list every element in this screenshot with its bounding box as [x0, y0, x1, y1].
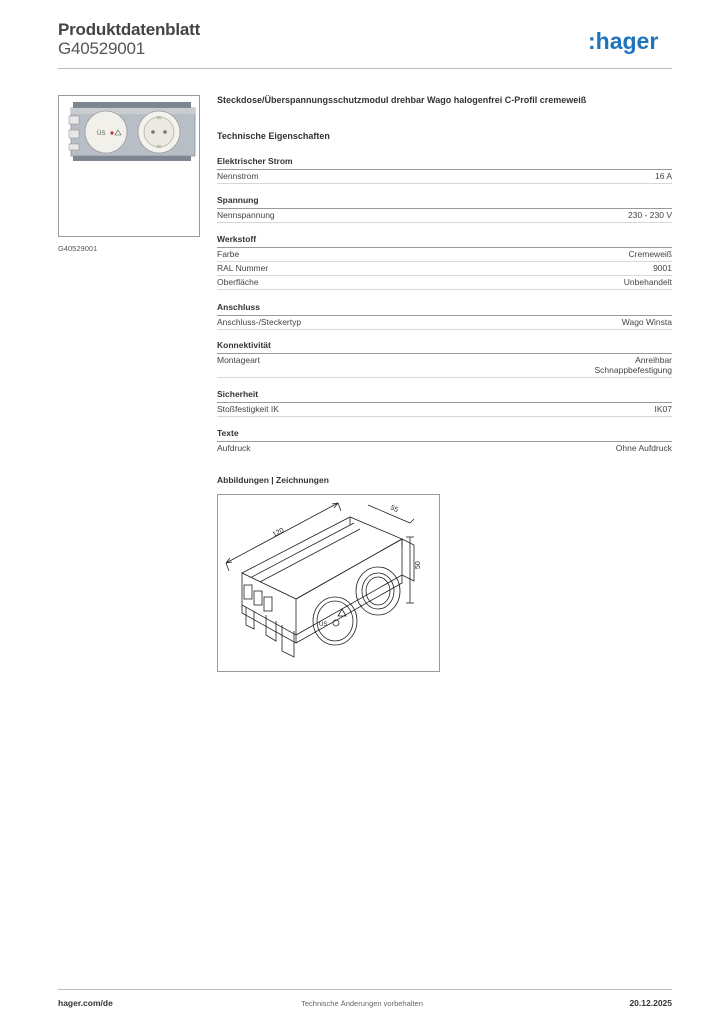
spec-value: IK07 — [654, 404, 672, 414]
footer-date: 20.12.2025 — [629, 998, 672, 1008]
group-title: Elektrischer Strom — [217, 156, 672, 170]
dimension-height: 50 — [415, 561, 422, 569]
spec-row — [217, 276, 672, 290]
spec-value: Wago Winsta — [621, 317, 672, 327]
spec-value: Ohne Aufdruck — [615, 443, 672, 453]
photo-module-mark: ÜS — [97, 131, 106, 137]
spec-label: Anschluss-/Steckertyp — [217, 317, 302, 327]
spec-row — [217, 354, 672, 378]
footer-website[interactable]: hager.com/de — [58, 998, 113, 1008]
document-header — [58, 20, 672, 68]
spec-row — [217, 262, 672, 276]
document-title: Produktdatenblatt — [58, 20, 201, 39]
spec-value: Cremeweiß — [628, 249, 672, 259]
spec-label: Aufdruck — [217, 443, 251, 453]
spec-row — [217, 209, 672, 223]
technical-drawing-image — [218, 495, 439, 671]
header-divider — [58, 68, 672, 69]
spec-row — [217, 442, 672, 455]
spec-value: 230 - 230 V — [628, 210, 672, 220]
footer-divider — [58, 989, 672, 990]
drawing-module-mark: ÜS — [319, 622, 328, 628]
group-title: Sicherheit — [217, 389, 672, 403]
product-photo-image — [59, 96, 199, 236]
spec-label: Nennstrom — [217, 171, 259, 181]
spec-label: Montageart — [217, 355, 260, 365]
spec-value: 9001 — [653, 263, 672, 273]
spec-value-line-2: Schnappbefestigung — [594, 365, 672, 375]
dimension-length: 120 — [271, 527, 286, 539]
technical-drawing — [217, 494, 440, 672]
group-title: Spannung — [217, 195, 672, 209]
hager-logo — [588, 29, 672, 57]
product-title: Steckdose/Überspannungsschutzmodul drehbar Wago halogenfrei C-Profil cremeweiß — [217, 95, 587, 105]
photo-caption: G40529001 — [58, 244, 98, 253]
article-number: G40529001 — [58, 39, 146, 58]
spec-row — [217, 248, 672, 262]
group-title: Anschluss — [217, 302, 672, 316]
spec-label: Stoßfestigkeit IK — [217, 404, 279, 414]
group-title: Texte — [217, 428, 672, 442]
logo-text: :hager — [588, 29, 659, 54]
spec-label: RAL Nummer — [217, 263, 269, 273]
spec-label: Oberfläche — [217, 277, 259, 287]
group-title: Konnektivität — [217, 340, 672, 354]
spec-value: Unbehandelt — [623, 277, 672, 287]
group-title: Werkstoff — [217, 234, 672, 248]
spec-row — [217, 170, 672, 184]
footer-note: Technische Änderungen vorbehalten — [301, 999, 423, 1008]
section-title: Technische Eigenschaften — [217, 131, 330, 141]
spec-label: Nennspannung — [217, 210, 275, 220]
spec-label: Farbe — [217, 249, 240, 259]
spec-row — [217, 403, 672, 417]
spec-row — [217, 316, 672, 330]
product-photo — [58, 95, 200, 237]
figures-title: Abbildungen | Zeichnungen — [217, 475, 329, 485]
spec-value-line-1: Anreihbar — [635, 355, 672, 365]
dimension-depth: 55 — [389, 504, 400, 514]
spec-value: 16 A — [654, 171, 672, 181]
